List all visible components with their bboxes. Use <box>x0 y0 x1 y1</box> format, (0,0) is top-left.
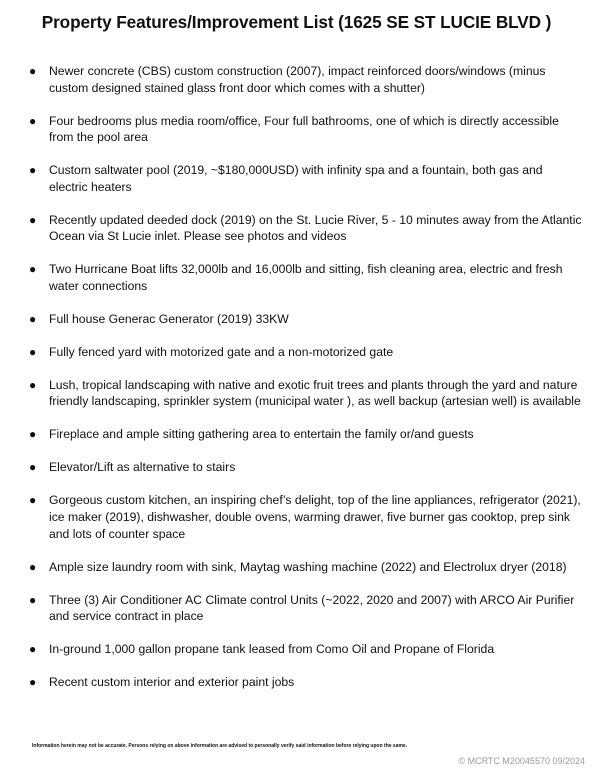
bullet-icon: ● <box>29 344 37 359</box>
bullet-icon: ● <box>29 460 37 475</box>
feature-text: Custom saltwater pool (2019, ~$180,000USD) with infinity spa and a fountain, both gas and electric heaters <box>49 163 543 194</box>
watermark-text: © MCRTC M20045570 09/2024 <box>458 756 585 766</box>
bullet-icon: ● <box>29 212 37 227</box>
feature-text: Gorgeous custom kitchen, an inspiring chef’s delight, top of the line appliances, refrigerator (2021), ice maker (2019), dishwasher, double ovens, warming drawer, five burner gas cooktop, prep sink and lots of counter space <box>49 493 581 541</box>
bullet-icon: ● <box>29 427 37 442</box>
bullet-icon: ● <box>29 113 37 128</box>
disclaimer-text: Information herein may not be accurate. Persons relying on above information are advised to personally verify said information before relying upon the same. <box>32 743 408 749</box>
feature-text: Fully fenced yard with motorized gate and a non-motorized gate <box>49 344 394 359</box>
feature-text: Lush, tropical landscaping with native and exotic fruit trees and plants through the yard and nature friendly landscaping, sprinkler system (municipal water ), as well backup (artesian well) is available <box>49 377 581 409</box>
feature-item <box>26 162 582 195</box>
feature-text: Elevator/Lift as alternative to stairs <box>49 460 236 475</box>
bullet-icon: ● <box>29 592 37 607</box>
feature-text: Three (3) Air Conditioner AC Climate control Units (~2022, 2020 and 2007) with ARCO Air Purifier and service contract in place <box>49 592 575 624</box>
bullet-icon: ● <box>29 262 37 277</box>
feature-item <box>26 63 582 96</box>
bullet-icon: ● <box>29 377 37 392</box>
feature-item <box>26 641 582 658</box>
bullet-icon: ● <box>29 493 37 508</box>
feature-item <box>26 377 582 410</box>
bullet-icon: ● <box>29 64 37 78</box>
feature-item <box>26 592 582 625</box>
feature-item <box>26 492 582 542</box>
feature-text: Newer concrete (CBS) custom construction (2007), impact reinforced doors/windows (minus custom designed stained glass front door which comes with a shutter) <box>49 64 546 95</box>
bullet-icon: ● <box>29 559 37 574</box>
feature-item <box>26 559 582 576</box>
feature-item <box>26 674 582 691</box>
feature-item <box>26 344 582 361</box>
page-title: Property Features/Improvement List (1625 SE ST LUCIE BLVD ) <box>41 12 552 32</box>
bullet-icon: ● <box>29 675 37 690</box>
feature-item <box>26 426 582 443</box>
feature-item <box>26 212 582 245</box>
feature-text: Recent custom interior and exterior paint jobs <box>49 675 295 690</box>
feature-item <box>26 459 582 476</box>
feature-text: Fireplace and ample sitting gathering area to entertain the family or/and guests <box>49 427 474 442</box>
feature-text: Two Hurricane Boat lifts 32,000lb and 16,000lb and sitting, fish cleaning area, electric and fresh water connections <box>49 262 563 293</box>
feature-item <box>26 261 582 294</box>
bullet-icon: ● <box>29 642 37 657</box>
bullet-icon: ● <box>29 311 37 326</box>
feature-text: In-ground 1,000 gallon propane tank leased from Como Oil and Propane of Florida <box>49 642 495 657</box>
bullet-icon: ● <box>29 163 37 178</box>
feature-text: Recently updated deeded dock (2019) on the St. Lucie River, 5 - 10 minutes away from the Atlantic Ocean via St Lucie inlet. Please see photos and videos <box>49 212 582 244</box>
feature-item <box>26 311 582 328</box>
feature-text: Full house Generac Generator (2019) 33KW <box>49 311 289 326</box>
feature-text: Four bedrooms plus media room/office, Four full bathrooms, one of which is directly accessible from the pool area <box>49 113 559 145</box>
feature-item <box>26 113 582 146</box>
feature-text: Ample size laundry room with sink, Maytag washing machine (2022) and Electrolux dryer (2018) <box>49 559 567 574</box>
feature-list <box>26 63 582 707</box>
